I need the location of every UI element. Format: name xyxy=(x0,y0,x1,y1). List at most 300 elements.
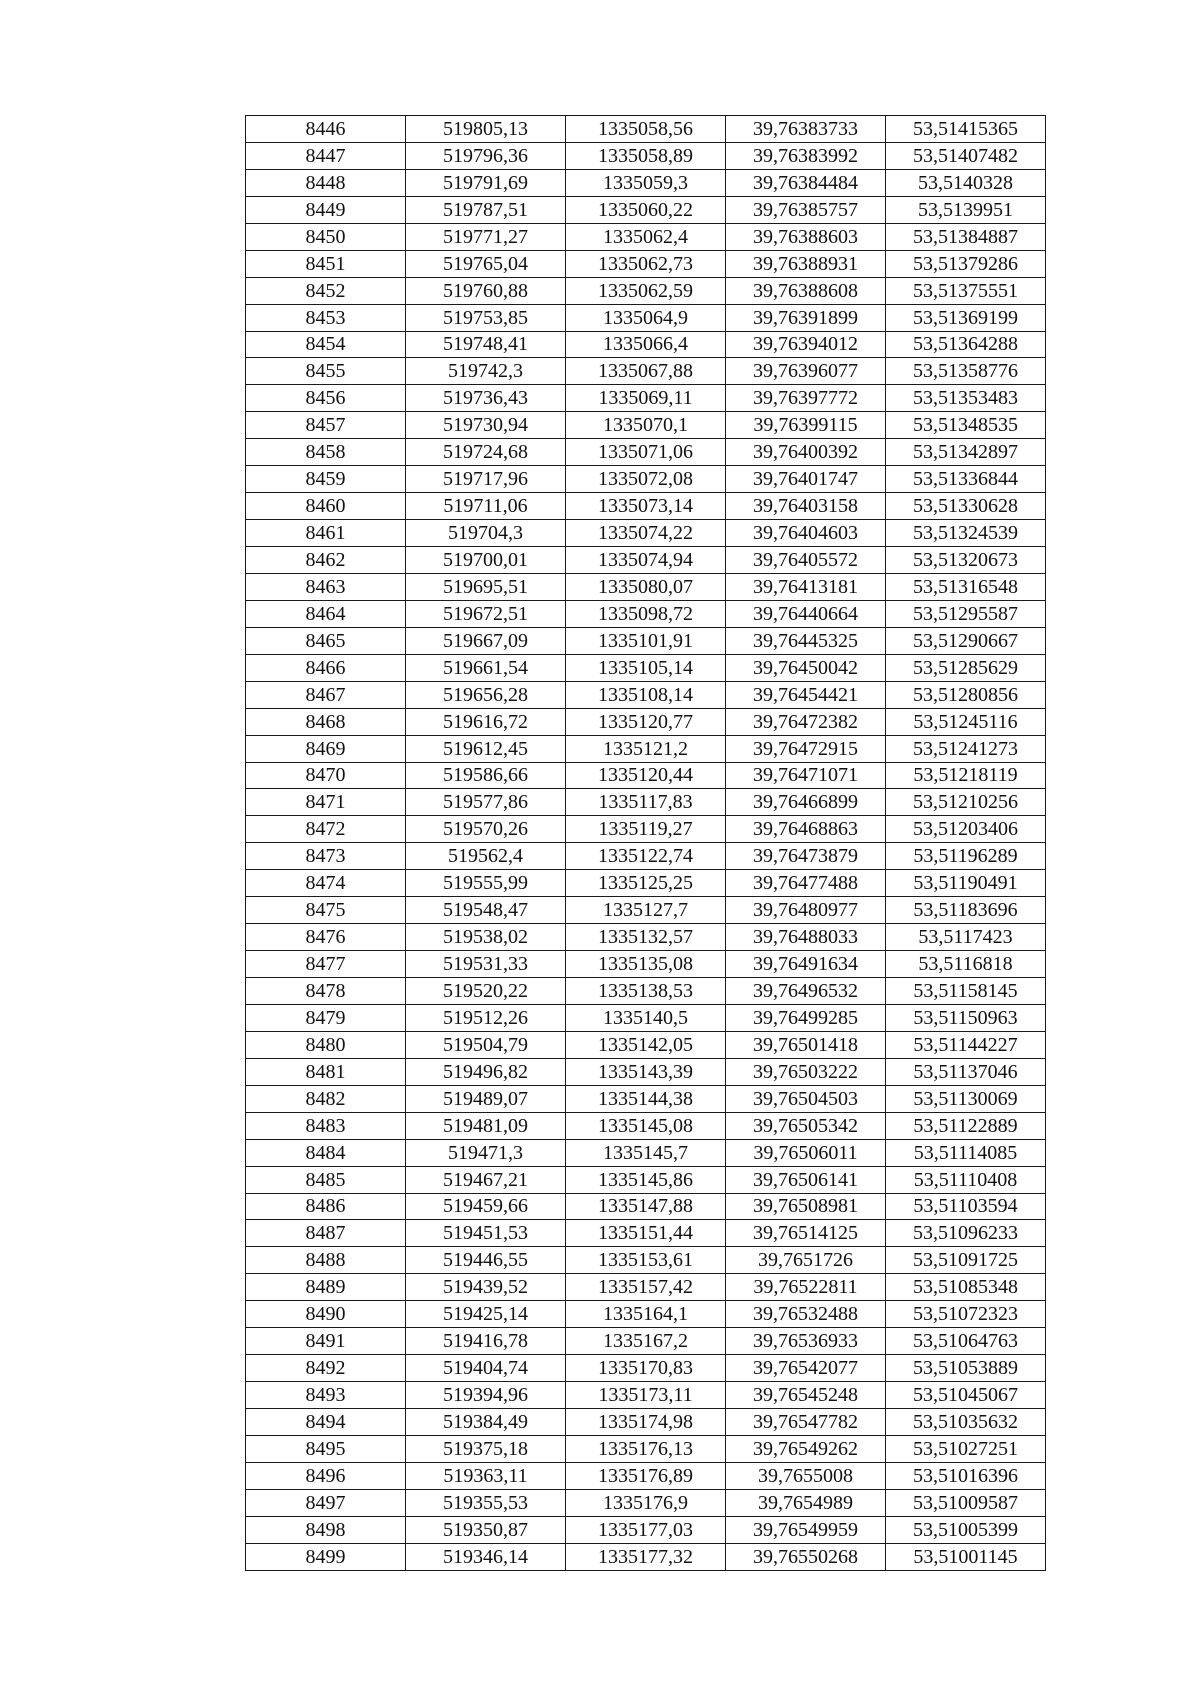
table-cell: 519730,94 xyxy=(406,412,566,439)
table-row xyxy=(246,520,1046,547)
table-cell: 1335140,5 xyxy=(566,1004,726,1031)
table-cell: 1335147,88 xyxy=(566,1193,726,1220)
table-cell: 39,76550268 xyxy=(726,1543,886,1570)
table-cell: 1335058,56 xyxy=(566,116,726,143)
table-cell: 8452 xyxy=(246,277,406,304)
table-cell: 519672,51 xyxy=(406,600,566,627)
table-row xyxy=(246,735,1046,762)
table-cell: 1335121,2 xyxy=(566,735,726,762)
table-cell: 519416,78 xyxy=(406,1328,566,1355)
table-row xyxy=(246,142,1046,169)
table-cell: 39,76504503 xyxy=(726,1085,886,1112)
table-cell: 1335142,05 xyxy=(566,1031,726,1058)
table-cell: 1335145,7 xyxy=(566,1139,726,1166)
table-cell: 39,76488033 xyxy=(726,924,886,951)
table-cell: 8446 xyxy=(246,116,406,143)
table-cell: 53,51053889 xyxy=(886,1355,1046,1382)
table-cell: 8481 xyxy=(246,1058,406,1085)
table-cell: 1335122,74 xyxy=(566,843,726,870)
table-row xyxy=(246,1031,1046,1058)
table-cell: 8471 xyxy=(246,789,406,816)
table-cell: 53,51285629 xyxy=(886,654,1046,681)
table-cell: 8482 xyxy=(246,1085,406,1112)
table-cell: 8493 xyxy=(246,1382,406,1409)
table-cell: 39,76499285 xyxy=(726,1004,886,1031)
table-cell: 8490 xyxy=(246,1301,406,1328)
table-cell: 39,7654989 xyxy=(726,1489,886,1516)
table-cell: 1335120,44 xyxy=(566,762,726,789)
table-cell: 519394,96 xyxy=(406,1382,566,1409)
table-cell: 8499 xyxy=(246,1543,406,1570)
table-cell: 53,51415365 xyxy=(886,116,1046,143)
table-cell: 519695,51 xyxy=(406,573,566,600)
table-cell: 519742,3 xyxy=(406,358,566,385)
table-cell: 8489 xyxy=(246,1274,406,1301)
table-row xyxy=(246,1247,1046,1274)
table-cell: 519586,66 xyxy=(406,762,566,789)
table-cell: 519656,28 xyxy=(406,681,566,708)
table-cell: 53,51190491 xyxy=(886,870,1046,897)
table-cell: 1335108,14 xyxy=(566,681,726,708)
table-cell: 8494 xyxy=(246,1409,406,1436)
table-cell: 519451,53 xyxy=(406,1220,566,1247)
table-cell: 53,51330628 xyxy=(886,493,1046,520)
table-cell: 519736,43 xyxy=(406,385,566,412)
table-cell: 1335060,22 xyxy=(566,196,726,223)
table-row xyxy=(246,250,1046,277)
table-cell: 39,76413181 xyxy=(726,573,886,600)
table-row xyxy=(246,708,1046,735)
table-cell: 39,76508981 xyxy=(726,1193,886,1220)
table-cell: 39,76450042 xyxy=(726,654,886,681)
table-row xyxy=(246,385,1046,412)
table-row xyxy=(246,1435,1046,1462)
table-cell: 8455 xyxy=(246,358,406,385)
table-cell: 53,51110408 xyxy=(886,1166,1046,1193)
table-cell: 519771,27 xyxy=(406,223,566,250)
table-cell: 8488 xyxy=(246,1247,406,1274)
table-row xyxy=(246,466,1046,493)
table-cell: 1335145,08 xyxy=(566,1112,726,1139)
table-cell: 39,76503222 xyxy=(726,1058,886,1085)
table-cell: 519459,66 xyxy=(406,1193,566,1220)
table-cell: 8450 xyxy=(246,223,406,250)
table-cell: 519724,68 xyxy=(406,439,566,466)
table-cell: 1335125,25 xyxy=(566,870,726,897)
table-cell: 1335157,42 xyxy=(566,1274,726,1301)
table-cell: 39,76397772 xyxy=(726,385,886,412)
table-cell: 39,76506141 xyxy=(726,1166,886,1193)
table-row xyxy=(246,924,1046,951)
table-cell: 519612,45 xyxy=(406,735,566,762)
table-cell: 53,51114085 xyxy=(886,1139,1046,1166)
table-cell: 8483 xyxy=(246,1112,406,1139)
table-cell: 8485 xyxy=(246,1166,406,1193)
table-cell: 53,51407482 xyxy=(886,142,1046,169)
table-cell: 53,51245116 xyxy=(886,708,1046,735)
table-cell: 8476 xyxy=(246,924,406,951)
table-cell: 53,51137046 xyxy=(886,1058,1046,1085)
table-row xyxy=(246,600,1046,627)
table-cell: 8498 xyxy=(246,1516,406,1543)
table-cell: 1335119,27 xyxy=(566,816,726,843)
table-cell: 519791,69 xyxy=(406,169,566,196)
table-body xyxy=(246,116,1046,1571)
table-cell: 53,51064763 xyxy=(886,1328,1046,1355)
table-cell: 39,76401747 xyxy=(726,466,886,493)
table-cell: 8477 xyxy=(246,951,406,978)
table-cell: 53,51384887 xyxy=(886,223,1046,250)
table-cell: 39,76545248 xyxy=(726,1382,886,1409)
table-cell: 39,76394012 xyxy=(726,331,886,358)
table-cell: 53,51045067 xyxy=(886,1382,1046,1409)
table-row xyxy=(246,169,1046,196)
table-cell: 1335071,06 xyxy=(566,439,726,466)
table-cell: 8451 xyxy=(246,250,406,277)
table-cell: 39,76473879 xyxy=(726,843,886,870)
table-row xyxy=(246,1489,1046,1516)
table-cell: 1335143,39 xyxy=(566,1058,726,1085)
table-cell: 8448 xyxy=(246,169,406,196)
table-cell: 8449 xyxy=(246,196,406,223)
table-cell: 8461 xyxy=(246,520,406,547)
table-row xyxy=(246,627,1046,654)
table-row xyxy=(246,762,1046,789)
table-cell: 8484 xyxy=(246,1139,406,1166)
table-cell: 53,51027251 xyxy=(886,1435,1046,1462)
table-cell: 1335074,22 xyxy=(566,520,726,547)
table-cell: 8487 xyxy=(246,1220,406,1247)
table-cell: 39,76454421 xyxy=(726,681,886,708)
table-cell: 53,51353483 xyxy=(886,385,1046,412)
table-cell: 39,76466899 xyxy=(726,789,886,816)
table-cell: 39,76505342 xyxy=(726,1112,886,1139)
table-cell: 1335062,4 xyxy=(566,223,726,250)
table-cell: 1335177,32 xyxy=(566,1543,726,1570)
table-cell: 39,76383992 xyxy=(726,142,886,169)
table-cell: 53,5139951 xyxy=(886,196,1046,223)
table-cell: 519375,18 xyxy=(406,1435,566,1462)
table-cell: 39,76514125 xyxy=(726,1220,886,1247)
table-row xyxy=(246,223,1046,250)
table-cell: 1335117,83 xyxy=(566,789,726,816)
table-cell: 53,51348535 xyxy=(886,412,1046,439)
table-cell: 1335173,11 xyxy=(566,1382,726,1409)
table-row xyxy=(246,789,1046,816)
table-cell: 519346,14 xyxy=(406,1543,566,1570)
table-cell: 39,76542077 xyxy=(726,1355,886,1382)
table-cell: 1335101,91 xyxy=(566,627,726,654)
table-cell: 519350,87 xyxy=(406,1516,566,1543)
table-row xyxy=(246,358,1046,385)
table-cell: 519512,26 xyxy=(406,1004,566,1031)
table-cell: 8467 xyxy=(246,681,406,708)
table-cell: 39,76496532 xyxy=(726,978,886,1005)
table-cell: 8486 xyxy=(246,1193,406,1220)
table-row xyxy=(246,493,1046,520)
table-cell: 1335058,89 xyxy=(566,142,726,169)
table-cell: 519481,09 xyxy=(406,1112,566,1139)
table-cell: 39,76440664 xyxy=(726,600,886,627)
table-cell: 8463 xyxy=(246,573,406,600)
table-cell: 519661,54 xyxy=(406,654,566,681)
table-cell: 8474 xyxy=(246,870,406,897)
table-cell: 519704,3 xyxy=(406,520,566,547)
table-cell: 53,51096233 xyxy=(886,1220,1046,1247)
table-cell: 53,51320673 xyxy=(886,547,1046,574)
table-cell: 519531,33 xyxy=(406,951,566,978)
table-row xyxy=(246,897,1046,924)
table-row xyxy=(246,116,1046,143)
table-row xyxy=(246,1382,1046,1409)
table-cell: 39,76549262 xyxy=(726,1435,886,1462)
table-cell: 8447 xyxy=(246,142,406,169)
table-cell: 519520,22 xyxy=(406,978,566,1005)
table-cell: 8475 xyxy=(246,897,406,924)
table-row xyxy=(246,816,1046,843)
table-row xyxy=(246,1220,1046,1247)
table-row xyxy=(246,1112,1046,1139)
table-cell: 39,76396077 xyxy=(726,358,886,385)
table-cell: 8462 xyxy=(246,547,406,574)
table-cell: 39,7655008 xyxy=(726,1462,886,1489)
table-cell: 39,76385757 xyxy=(726,196,886,223)
table-cell: 53,51158145 xyxy=(886,978,1046,1005)
table-cell: 1335066,4 xyxy=(566,331,726,358)
table-cell: 39,76388603 xyxy=(726,223,886,250)
coordinates-table xyxy=(245,115,1046,1571)
table-cell: 39,76388608 xyxy=(726,277,886,304)
table-cell: 39,76404603 xyxy=(726,520,886,547)
table-cell: 39,76532488 xyxy=(726,1301,886,1328)
table-cell: 519471,3 xyxy=(406,1139,566,1166)
table-cell: 53,51001145 xyxy=(886,1543,1046,1570)
table-cell: 39,76480977 xyxy=(726,897,886,924)
table-cell: 519504,79 xyxy=(406,1031,566,1058)
table-cell: 1335080,07 xyxy=(566,573,726,600)
table-cell: 519765,04 xyxy=(406,250,566,277)
table-cell: 53,51280856 xyxy=(886,681,1046,708)
table-cell: 519555,99 xyxy=(406,870,566,897)
table-cell: 1335069,11 xyxy=(566,385,726,412)
table-cell: 519439,52 xyxy=(406,1274,566,1301)
table-row xyxy=(246,843,1046,870)
table-cell: 1335070,1 xyxy=(566,412,726,439)
table-row xyxy=(246,304,1046,331)
table-cell: 39,76391899 xyxy=(726,304,886,331)
table-row xyxy=(246,1409,1046,1436)
table-cell: 53,51324539 xyxy=(886,520,1046,547)
table-cell: 1335132,57 xyxy=(566,924,726,951)
table-row xyxy=(246,277,1046,304)
table-cell: 39,76471071 xyxy=(726,762,886,789)
table-cell: 8473 xyxy=(246,843,406,870)
table-row xyxy=(246,412,1046,439)
table-cell: 8491 xyxy=(246,1328,406,1355)
table-cell: 39,7651726 xyxy=(726,1247,886,1274)
table-row xyxy=(246,870,1046,897)
table-cell: 519753,85 xyxy=(406,304,566,331)
table-cell: 1335073,14 xyxy=(566,493,726,520)
table-cell: 519355,53 xyxy=(406,1489,566,1516)
table-cell: 53,51379286 xyxy=(886,250,1046,277)
table-cell: 1335138,53 xyxy=(566,978,726,1005)
table-cell: 39,76468863 xyxy=(726,816,886,843)
table-cell: 8459 xyxy=(246,466,406,493)
table-cell: 39,76549959 xyxy=(726,1516,886,1543)
table-cell: 53,51369199 xyxy=(886,304,1046,331)
table-row xyxy=(246,951,1046,978)
table-cell: 53,51364288 xyxy=(886,331,1046,358)
table-cell: 1335176,13 xyxy=(566,1435,726,1462)
table-row xyxy=(246,1274,1046,1301)
table-row xyxy=(246,1193,1046,1220)
table-cell: 39,76384484 xyxy=(726,169,886,196)
table-row xyxy=(246,196,1046,223)
table-cell: 8464 xyxy=(246,600,406,627)
table-cell: 53,51009587 xyxy=(886,1489,1046,1516)
table-cell: 8457 xyxy=(246,412,406,439)
table-cell: 519425,14 xyxy=(406,1301,566,1328)
table-row xyxy=(246,681,1046,708)
table-cell: 519489,07 xyxy=(406,1085,566,1112)
table-cell: 53,51035632 xyxy=(886,1409,1046,1436)
table-cell: 8468 xyxy=(246,708,406,735)
table-cell: 39,76383733 xyxy=(726,116,886,143)
table-cell: 519467,21 xyxy=(406,1166,566,1193)
table-cell: 53,51144227 xyxy=(886,1031,1046,1058)
table-cell: 1335120,77 xyxy=(566,708,726,735)
table-cell: 53,51091725 xyxy=(886,1247,1046,1274)
table-cell: 8472 xyxy=(246,816,406,843)
table-cell: 53,51085348 xyxy=(886,1274,1046,1301)
table-row xyxy=(246,1139,1046,1166)
table-cell: 53,51241273 xyxy=(886,735,1046,762)
table-row xyxy=(246,654,1046,681)
table-cell: 8470 xyxy=(246,762,406,789)
table-cell: 519717,96 xyxy=(406,466,566,493)
table-cell: 39,76445325 xyxy=(726,627,886,654)
table-cell: 39,76399115 xyxy=(726,412,886,439)
table-cell: 519538,02 xyxy=(406,924,566,951)
table-cell: 519570,26 xyxy=(406,816,566,843)
table-cell: 39,76403158 xyxy=(726,493,886,520)
table-row xyxy=(246,1166,1046,1193)
table-cell: 53,51072323 xyxy=(886,1301,1046,1328)
table-cell: 519700,01 xyxy=(406,547,566,574)
table-cell: 53,51130069 xyxy=(886,1085,1046,1112)
table-cell: 53,51210256 xyxy=(886,789,1046,816)
table-cell: 519805,13 xyxy=(406,116,566,143)
table-cell: 39,76472382 xyxy=(726,708,886,735)
table-row xyxy=(246,1085,1046,1112)
table-cell: 1335127,7 xyxy=(566,897,726,924)
table-cell: 39,76405572 xyxy=(726,547,886,574)
table-cell: 8466 xyxy=(246,654,406,681)
table-cell: 1335177,03 xyxy=(566,1516,726,1543)
table-cell: 53,5140328 xyxy=(886,169,1046,196)
table-cell: 1335064,9 xyxy=(566,304,726,331)
table-cell: 1335170,83 xyxy=(566,1355,726,1382)
table-row xyxy=(246,439,1046,466)
table-cell: 39,76522811 xyxy=(726,1274,886,1301)
table-cell: 8469 xyxy=(246,735,406,762)
table-row xyxy=(246,1301,1046,1328)
table-cell: 8456 xyxy=(246,385,406,412)
table-cell: 1335072,08 xyxy=(566,466,726,493)
table-cell: 53,5116818 xyxy=(886,951,1046,978)
table-cell: 1335145,86 xyxy=(566,1166,726,1193)
table-cell: 519760,88 xyxy=(406,277,566,304)
table-cell: 53,51290667 xyxy=(886,627,1046,654)
table-cell: 519562,4 xyxy=(406,843,566,870)
table-cell: 8480 xyxy=(246,1031,406,1058)
table-row xyxy=(246,1058,1046,1085)
table-row xyxy=(246,573,1046,600)
table-cell: 1335098,72 xyxy=(566,600,726,627)
table-cell: 1335153,61 xyxy=(566,1247,726,1274)
table-row xyxy=(246,1462,1046,1489)
table-cell: 519363,11 xyxy=(406,1462,566,1489)
table-cell: 8460 xyxy=(246,493,406,520)
table-row xyxy=(246,1004,1046,1031)
table-cell: 8465 xyxy=(246,627,406,654)
table-cell: 1335067,88 xyxy=(566,358,726,385)
table-cell: 53,51358776 xyxy=(886,358,1046,385)
table-cell: 1335144,38 xyxy=(566,1085,726,1112)
table-cell: 53,51336844 xyxy=(886,466,1046,493)
table-cell: 1335135,08 xyxy=(566,951,726,978)
table-cell: 8479 xyxy=(246,1004,406,1031)
table-cell: 519748,41 xyxy=(406,331,566,358)
table-cell: 519711,06 xyxy=(406,493,566,520)
table-cell: 1335176,89 xyxy=(566,1462,726,1489)
table-cell: 519404,74 xyxy=(406,1355,566,1382)
table-cell: 39,76400392 xyxy=(726,439,886,466)
table-cell: 53,51375551 xyxy=(886,277,1046,304)
table-cell: 53,5117423 xyxy=(886,924,1046,951)
table-cell: 53,51183696 xyxy=(886,897,1046,924)
table-cell: 53,51016396 xyxy=(886,1462,1046,1489)
table-cell: 519384,49 xyxy=(406,1409,566,1436)
table-cell: 8478 xyxy=(246,978,406,1005)
table-cell: 8497 xyxy=(246,1489,406,1516)
table-cell: 8496 xyxy=(246,1462,406,1489)
table-cell: 519667,09 xyxy=(406,627,566,654)
table-cell: 1335167,2 xyxy=(566,1328,726,1355)
table-cell: 8454 xyxy=(246,331,406,358)
table-row xyxy=(246,1355,1046,1382)
table-cell: 53,51005399 xyxy=(886,1516,1046,1543)
table-cell: 39,76388931 xyxy=(726,250,886,277)
table-cell: 53,51342897 xyxy=(886,439,1046,466)
table-cell: 8492 xyxy=(246,1355,406,1382)
table-cell: 53,51122889 xyxy=(886,1112,1046,1139)
table-cell: 519796,36 xyxy=(406,142,566,169)
table-cell: 39,76536933 xyxy=(726,1328,886,1355)
table-cell: 53,51316548 xyxy=(886,573,1046,600)
table-cell: 519577,86 xyxy=(406,789,566,816)
table-cell: 1335151,44 xyxy=(566,1220,726,1247)
table-cell: 1335105,14 xyxy=(566,654,726,681)
table-cell: 1335176,9 xyxy=(566,1489,726,1516)
table-cell: 519616,72 xyxy=(406,708,566,735)
table-row xyxy=(246,1516,1046,1543)
table-cell: 39,76547782 xyxy=(726,1409,886,1436)
table-cell: 8495 xyxy=(246,1435,406,1462)
table-row xyxy=(246,331,1046,358)
table-cell: 519787,51 xyxy=(406,196,566,223)
